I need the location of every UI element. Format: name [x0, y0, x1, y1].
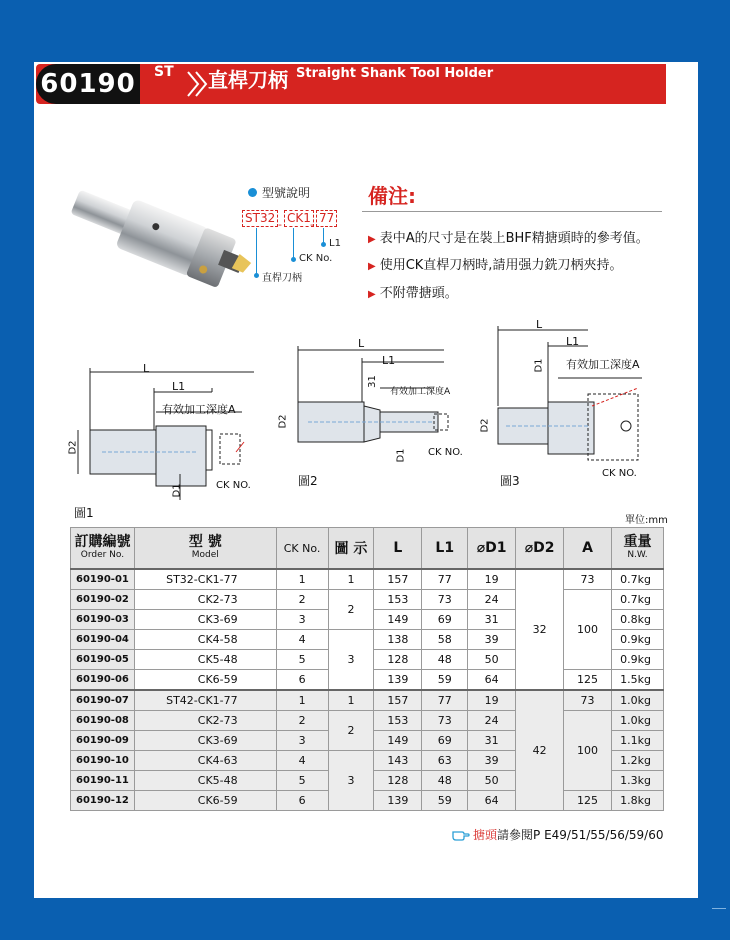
table-header-row — [71, 528, 664, 570]
fig2-d2: D2 — [277, 414, 289, 429]
col-a: A — [564, 528, 612, 570]
table-cell: 31 — [468, 610, 516, 630]
model-code-dash: - — [310, 218, 314, 231]
model-code-part: 77 — [316, 210, 337, 227]
table-cell: 143 — [374, 751, 422, 771]
triangle-bullet-icon: ▶ — [368, 289, 376, 300]
col-d1: ⌀D1 — [468, 528, 516, 570]
fig1-a: 有效加工深度A — [162, 403, 236, 416]
table-cell: 60190-03 — [71, 610, 135, 630]
col-l1: L1 — [422, 528, 468, 570]
connector-line — [293, 228, 294, 259]
table-cell: 0.9kg — [611, 630, 663, 650]
table-cell: 60190-01 — [71, 569, 135, 590]
triangle-bullet-icon: ▶ — [368, 234, 376, 245]
fig3-d2: D2 — [479, 418, 491, 433]
title-chinese: 直桿刀柄 — [208, 68, 288, 92]
decorative-dash — [712, 908, 726, 909]
table-cell: CK5-48 — [134, 771, 276, 791]
table-cell: 138 — [374, 630, 422, 650]
table-cell: 77 — [422, 690, 468, 711]
fig2-ck: CK NO. — [428, 447, 463, 458]
table-cell: 0.9kg — [611, 650, 663, 670]
table-group-1 — [71, 569, 664, 690]
table-cell: 1 — [276, 569, 328, 590]
col-fig: 圖 示 — [328, 528, 374, 570]
table-cell: CK3-69 — [134, 731, 276, 751]
reference-text: 請參閱P E49/51/55/56/59/60 — [497, 828, 664, 842]
pointing-hand-icon — [452, 827, 470, 841]
series-label: ST — [154, 64, 174, 80]
fig2-label: 圖2 — [298, 474, 318, 488]
table-cell: 139 — [374, 791, 422, 811]
table-cell: 48 — [422, 771, 468, 791]
table-cell: 64 — [468, 791, 516, 811]
header-banner — [36, 64, 666, 104]
col-d2: ⌀D2 — [516, 528, 564, 570]
model-code-part: ST32 — [242, 210, 278, 227]
fig3-ck: CK NO. — [602, 468, 637, 479]
table-cell: 60190-07 — [71, 690, 135, 711]
table-cell: 59 — [422, 670, 468, 691]
table-cell: 2 — [276, 711, 328, 731]
table-cell: 60190-11 — [71, 771, 135, 791]
table-cell: 6 — [276, 670, 328, 691]
table-cell: CK2-73 — [134, 590, 276, 610]
table-cell: 77 — [422, 569, 468, 590]
table-cell: CK4-58 — [134, 630, 276, 650]
table-cell: 2 — [328, 590, 374, 630]
chevron-right-icon — [194, 70, 208, 98]
table-cell: 60190-10 — [71, 751, 135, 771]
fig1-ck: CK NO. — [216, 480, 251, 491]
table-cell: 2 — [328, 711, 374, 751]
table-cell: 1.1kg — [611, 731, 663, 751]
table-cell: 19 — [468, 569, 516, 590]
d2-cell: 32 — [516, 569, 564, 690]
table-cell: 1.0kg — [611, 690, 663, 711]
table-cell: ST42-CK1-77 — [134, 690, 276, 711]
table-cell: 157 — [374, 569, 422, 590]
table-cell: 69 — [422, 610, 468, 630]
table-cell: 19 — [468, 690, 516, 711]
table-cell: 0.7kg — [611, 590, 663, 610]
l1-label: L1 — [329, 238, 341, 249]
model-code-part: CK1 — [284, 210, 314, 227]
col-l: L — [374, 528, 422, 570]
table-cell: 1 — [328, 569, 374, 590]
table-cell: 63 — [422, 751, 468, 771]
table-group-2 — [71, 690, 664, 811]
reference-keyword: 搪頭 — [473, 828, 498, 842]
table-cell: 149 — [374, 731, 422, 751]
table-row — [71, 711, 664, 731]
connector-dot — [321, 242, 326, 247]
table-cell: 73 — [422, 590, 468, 610]
table-cell: 5 — [276, 650, 328, 670]
connector-dot — [291, 257, 296, 262]
model-code-dash: - — [278, 218, 282, 231]
table-row — [71, 690, 664, 711]
triangle-bullet-icon: ▶ — [368, 261, 376, 272]
bullet-dot-icon — [248, 188, 257, 197]
col-order: 訂購編號 Order No. — [71, 528, 135, 570]
table-cell: 1.0kg — [611, 711, 663, 731]
table-cell: 31 — [468, 731, 516, 751]
col-weight: 重量 N.W. — [611, 528, 663, 570]
table-cell: 153 — [374, 590, 422, 610]
fig1-d1: D1 — [171, 483, 183, 498]
fig3-d1: D1 — [533, 358, 545, 373]
table-cell: 1.8kg — [611, 791, 663, 811]
table-row — [71, 590, 664, 610]
d2-cell: 42 — [516, 690, 564, 811]
unit-label: 單位:mm — [625, 515, 668, 526]
table-cell: 157 — [374, 690, 422, 711]
table-cell: 6 — [276, 791, 328, 811]
fig3-label: 圖3 — [500, 474, 520, 488]
table-cell: 73 — [564, 569, 612, 590]
table-cell: 64 — [468, 670, 516, 691]
table-cell: 1 — [328, 690, 374, 711]
table-cell: 4 — [276, 751, 328, 771]
table-cell: 1.2kg — [611, 751, 663, 771]
fig2-l1: L1 — [382, 354, 396, 367]
fig2-a: 有效加工深度A — [390, 387, 451, 397]
table-cell: 50 — [468, 771, 516, 791]
table-cell: 2 — [276, 590, 328, 610]
note-item: ▶ 不附帶搪頭。 — [368, 286, 458, 301]
note-item: ▶ 表中A的尺寸是在裝上BHF精搪頭時的參考值。 — [368, 231, 649, 246]
table-cell: 3 — [276, 731, 328, 751]
table-row — [71, 569, 664, 590]
table-cell: 48 — [422, 650, 468, 670]
table-cell: 125 — [564, 670, 612, 691]
fig2-d1: D1 — [395, 448, 407, 463]
fig2-l: L — [358, 337, 365, 350]
table-cell: 128 — [374, 650, 422, 670]
spec-table — [70, 527, 664, 811]
fig1-l: L — [143, 362, 150, 375]
col-model: 型 號 Model — [134, 528, 276, 570]
fig3-l: L — [536, 318, 543, 331]
table-cell: CK6-59 — [134, 670, 276, 691]
table-cell: 125 — [564, 791, 612, 811]
table-cell: 60190-06 — [71, 670, 135, 691]
table-cell: 100 — [564, 711, 612, 791]
ck-no-label: CK No. — [299, 253, 333, 264]
fig1-l1: L1 — [172, 380, 186, 393]
shank-label: 直桿刀柄 — [262, 273, 302, 284]
connector-line — [256, 228, 257, 275]
table-cell: 0.8kg — [611, 610, 663, 630]
connector-dot — [254, 273, 259, 278]
table-cell: 0.7kg — [611, 569, 663, 590]
table-cell: 50 — [468, 650, 516, 670]
table-cell: CK5-48 — [134, 650, 276, 670]
table-cell: CK6-59 — [134, 791, 276, 811]
table-cell: 5 — [276, 771, 328, 791]
table-cell: CK3-69 — [134, 610, 276, 630]
notes-title: 備注: — [368, 184, 416, 208]
fig3-l1: L1 — [566, 335, 580, 348]
table-cell: 39 — [468, 630, 516, 650]
table-cell: 39 — [468, 751, 516, 771]
table-cell: 149 — [374, 610, 422, 630]
table-cell: 60190-04 — [71, 630, 135, 650]
table-cell: 4 — [276, 630, 328, 650]
tool-holder-photo — [55, 180, 255, 320]
table-cell: 1.5kg — [611, 670, 663, 691]
page-reference — [452, 826, 663, 843]
table-cell: 60190-12 — [71, 791, 135, 811]
table-cell: 60190-09 — [71, 731, 135, 751]
table-cell: CK4-63 — [134, 751, 276, 771]
table-cell: 3 — [276, 610, 328, 630]
table-cell: 69 — [422, 731, 468, 751]
table-cell: 3 — [328, 751, 374, 811]
note-item: ▶ 使用CK直桿刀柄時,請用强力銑刀柄夾持。 — [368, 258, 623, 273]
fig2-d3: 31 — [366, 375, 378, 388]
table-cell: 73 — [564, 690, 612, 711]
table-cell: 58 — [422, 630, 468, 650]
fig1-d2: D2 — [67, 440, 79, 455]
table-cell: 153 — [374, 711, 422, 731]
table-cell: 60190-02 — [71, 590, 135, 610]
table-cell: 60190-05 — [71, 650, 135, 670]
table-cell: 139 — [374, 670, 422, 691]
table-cell: 1 — [276, 690, 328, 711]
col-ck: CK No. — [276, 528, 328, 570]
fig3-a: 有效加工深度A — [566, 358, 640, 371]
table-cell: 128 — [374, 771, 422, 791]
title-english: Straight Shank Tool Holder — [296, 66, 494, 81]
fig1-label: 圖1 — [74, 506, 94, 520]
table-cell: 73 — [422, 711, 468, 731]
table-cell: CK2-73 — [134, 711, 276, 731]
table-cell: 24 — [468, 711, 516, 731]
table-cell: ST32-CK1-77 — [134, 569, 276, 590]
table-cell: 24 — [468, 590, 516, 610]
table-cell: 100 — [564, 590, 612, 670]
product-code: 60190 — [36, 64, 140, 104]
table-cell: 1.3kg — [611, 771, 663, 791]
table-cell: 60190-08 — [71, 711, 135, 731]
notes-divider — [362, 211, 662, 212]
table-cell: 59 — [422, 791, 468, 811]
table-cell: 3 — [328, 630, 374, 691]
model-explanation-heading: 型號說明 — [248, 184, 310, 201]
